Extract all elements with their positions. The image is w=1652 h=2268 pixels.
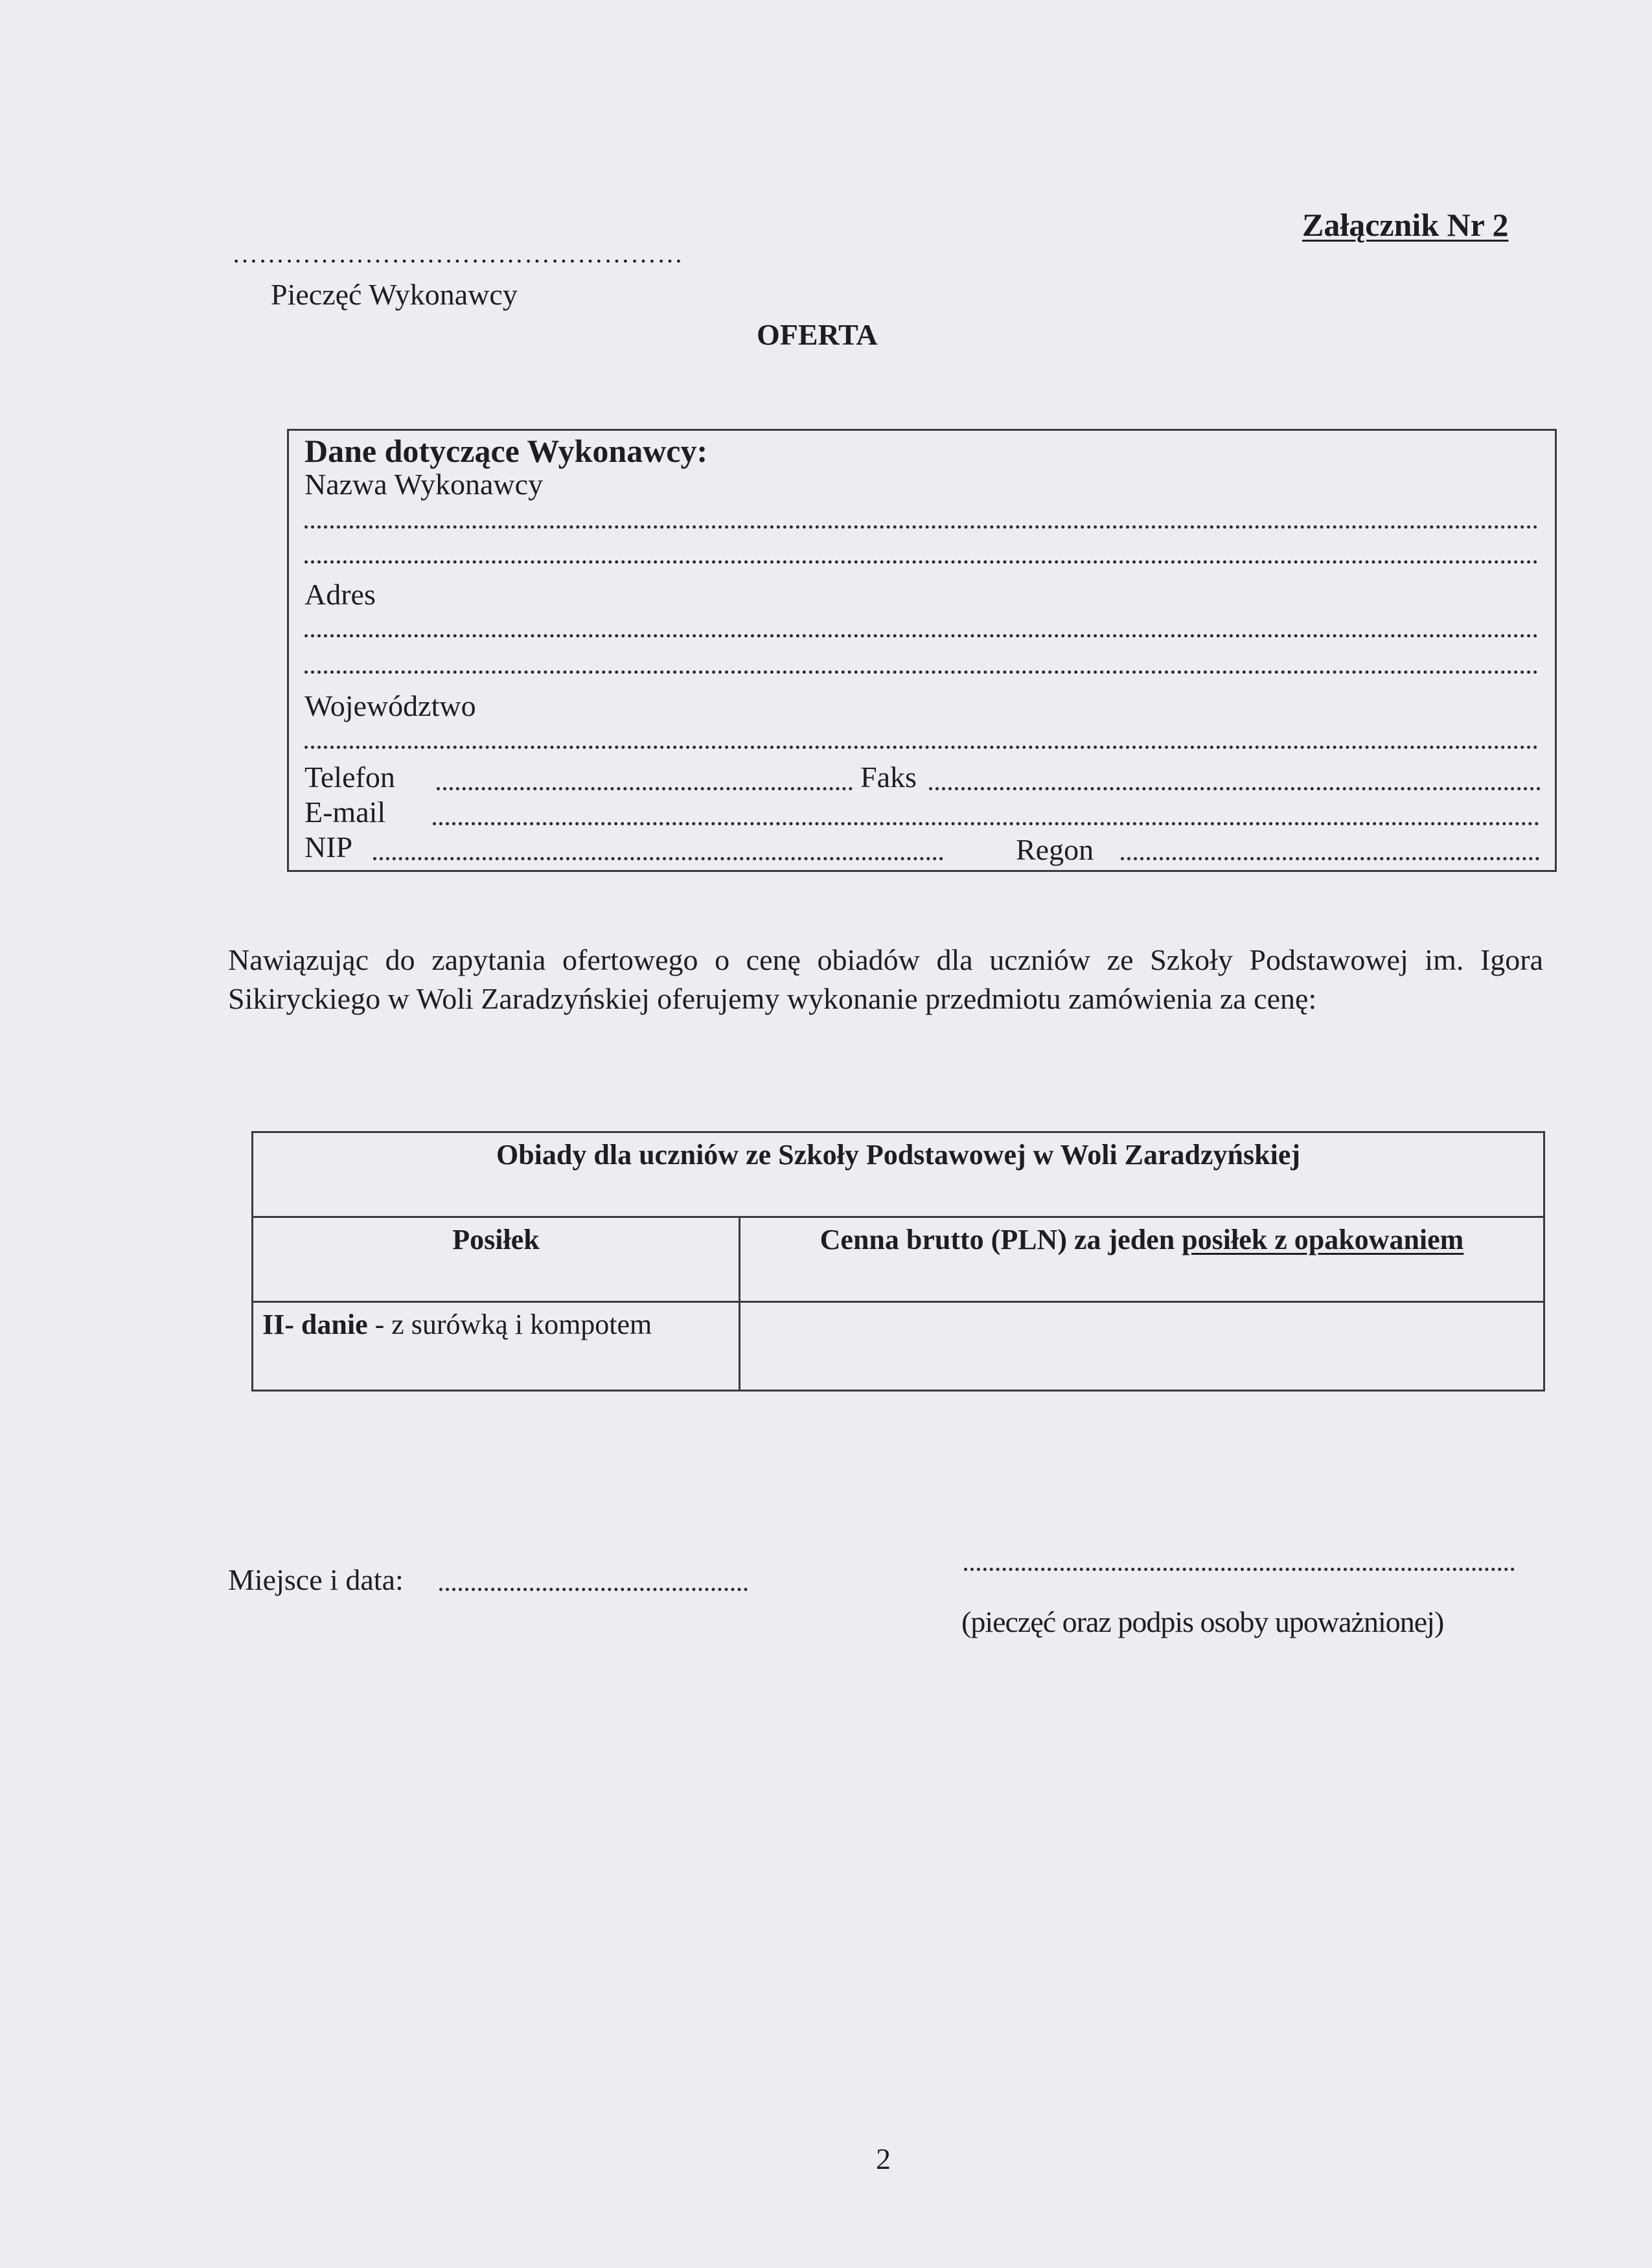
place-date-field-line[interactable]	[439, 1588, 748, 1591]
place-date-label: Miejsce i data:	[228, 1563, 404, 1596]
signature-label: (pieczęć oraz podpis osoby upoważnionej)	[961, 1605, 1444, 1638]
column-header-price-underlined: posiłek z opakowaniem	[1182, 1224, 1464, 1255]
meal-name-description: - z surówką i kompotem	[367, 1309, 652, 1340]
document-title: OFERTA	[757, 318, 878, 351]
fax-label: Faks	[860, 761, 917, 794]
meal-cell-second-course	[253, 1302, 740, 1391]
address-field-line-1[interactable]	[304, 634, 1538, 637]
email-label: E-mail	[304, 796, 386, 829]
offer-intro-paragraph: Nawiązując do zapytania ofertowego o cenę obiadów dla uczniów ze Szkoły Podstawowej im. Igora Sikiryckiego w Woli Zaradzyńskiej oferujemy wykonanie przedmiotu zamówienia za cenę:	[228, 943, 1543, 1015]
contractor-box-heading: Dane dotyczące Wykonawcy:	[304, 433, 708, 469]
signature-field-line[interactable]	[964, 1568, 1515, 1571]
contractor-details-box	[287, 429, 1557, 872]
annex-label: Załącznik Nr 2	[1302, 207, 1509, 243]
column-header-price-prefix: Cenna brutto (PLN) za jeden	[820, 1224, 1182, 1255]
price-input-cell[interactable]	[740, 1302, 1544, 1391]
address-field-line-2[interactable]	[304, 670, 1538, 674]
regon-label: Regon	[1016, 833, 1094, 866]
meal-price-table	[251, 1131, 1545, 1392]
column-header-price	[740, 1217, 1544, 1302]
fax-field-line[interactable]	[929, 787, 1541, 790]
phone-field-line[interactable]	[437, 787, 853, 790]
stamp-placeholder-dots: ……………………………………………	[232, 239, 683, 268]
column-header-meal: Posiłek	[253, 1217, 740, 1302]
contractor-name-field-line-1[interactable]	[304, 525, 1538, 529]
meal-name-bold: II- danie	[262, 1309, 368, 1340]
phone-label: Telefon	[304, 761, 395, 794]
contractor-name-label: Nazwa Wykonawcy	[304, 468, 544, 501]
contractor-name-field-line-2[interactable]	[304, 560, 1538, 564]
page-number: 2	[876, 2142, 891, 2175]
table-row	[253, 1302, 1544, 1391]
nip-label: NIP	[304, 830, 353, 864]
regon-field-line[interactable]	[1121, 857, 1539, 860]
nip-field-line[interactable]	[373, 857, 943, 860]
voivodeship-label: Województwo	[304, 689, 476, 722]
email-field-line[interactable]	[433, 822, 1539, 825]
address-label: Adres	[304, 578, 376, 611]
meal-table-caption: Obiady dla uczniów ze Szkoły Podstawowej w Woli Zaradzyńskiej	[253, 1132, 1544, 1217]
stamp-label: Pieczęć Wykonawcy	[271, 278, 518, 311]
voivodeship-field-line[interactable]	[304, 746, 1538, 749]
